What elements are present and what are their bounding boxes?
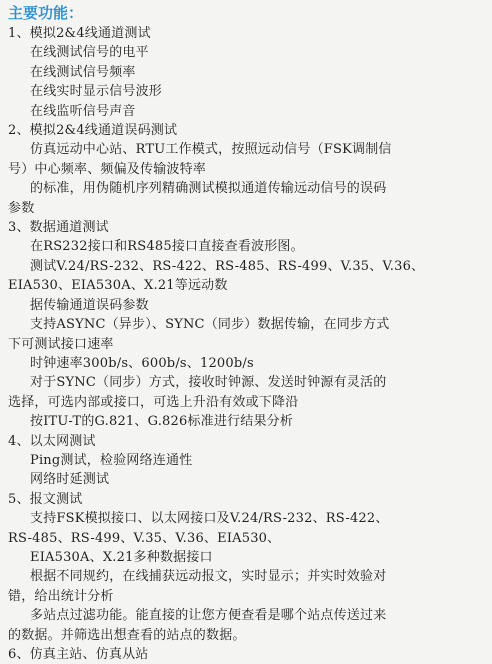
feature-detail-line: 对于SYNC（同步）方式，接收时钟源、发送时钟源有灵活的 [30, 375, 387, 391]
feature-heading-line: 号）中心频率、频偏及传输波特率 [8, 161, 207, 177]
feature-heading-line: 参数 [8, 200, 35, 216]
feature-detail-line: 在线测试信号的电平 [30, 45, 149, 61]
feature-detail-line: 多站点过滤功能。能直接的让您方便查看是哪个站点传送过来 [30, 608, 387, 624]
feature-detail-line: 支持ASYNC（异步）、SYNC（同步）数据传输，在同步方式 [30, 317, 390, 333]
feature-detail-line: 仿真远动中心站、RTU工作模式，按照远动信号（FSK调制信 [30, 142, 392, 158]
feature-heading-line: 的数据。并筛选出想查看的站点的数据。 [8, 627, 246, 643]
feature-heading-line: 下可测试接口速率 [8, 336, 114, 352]
feature-detail-line: 在线实时显示信号波形 [30, 84, 163, 100]
feature-heading-line: 选择，可选内部或接口，可选上升沿有效或下降沿 [8, 394, 299, 410]
feature-heading-line: EIA530、EIA530A、X.21等远动数 [8, 278, 228, 294]
feature-detail-line: 在线监听信号声音 [30, 103, 136, 119]
feature-detail-line: 测试V.24/RS-232、RS-422、RS-485、RS-499、V.35、V.36、 [30, 258, 425, 274]
feature-detail-line: EIA530A、X.21多种数据接口 [30, 549, 213, 565]
feature-detail-line: 的标准，用伪随机序列精确测试模拟通道传输远动信号的误码 [30, 181, 387, 197]
feature-heading-line: 4、以太网测试 [8, 433, 96, 449]
feature-heading-line: 5、报文测试 [8, 491, 83, 507]
feature-detail-line: 网络时延测试 [30, 472, 110, 488]
feature-heading-line: 6、仿真主站、仿真从站 [8, 647, 149, 662]
section-title: 主要功能： [8, 4, 84, 22]
feature-list [8, 24, 486, 664]
feature-heading-line: 2、模拟2&4线通道误码测试 [8, 123, 178, 139]
feature-heading-line: RS-485、RS-499、V.35、V.36、EIA530、 [8, 530, 281, 546]
feature-heading-line: 3、数据通道测试 [8, 220, 109, 236]
feature-detail-line: 据传输通道误码参数 [30, 297, 149, 313]
feature-detail-line: Ping测试，检验网络连通性 [30, 452, 193, 468]
feature-detail-line: 时钟速率300b/s、600b/s、1200b/s [30, 355, 254, 371]
feature-detail-line: 在线测试信号频率 [30, 64, 136, 80]
feature-detail-line: 支持FSK模拟接口、以太网接口及V.24/RS-232、RS-422、 [30, 511, 389, 527]
feature-detail-line: 在RS232接口和RS485接口直接查看波形图。 [30, 239, 304, 255]
feature-heading-line: 1、模拟2&4线通道测试 [8, 26, 151, 41]
feature-detail-line: 根据不同规约，在线捕获远动报文，实时显示；并实时效验对 [30, 569, 387, 585]
feature-detail-line: 按ITU-T的G.821、G.826标准进行结果分析 [30, 414, 294, 430]
feature-heading-line: 错，给出统计分析 [8, 588, 114, 604]
